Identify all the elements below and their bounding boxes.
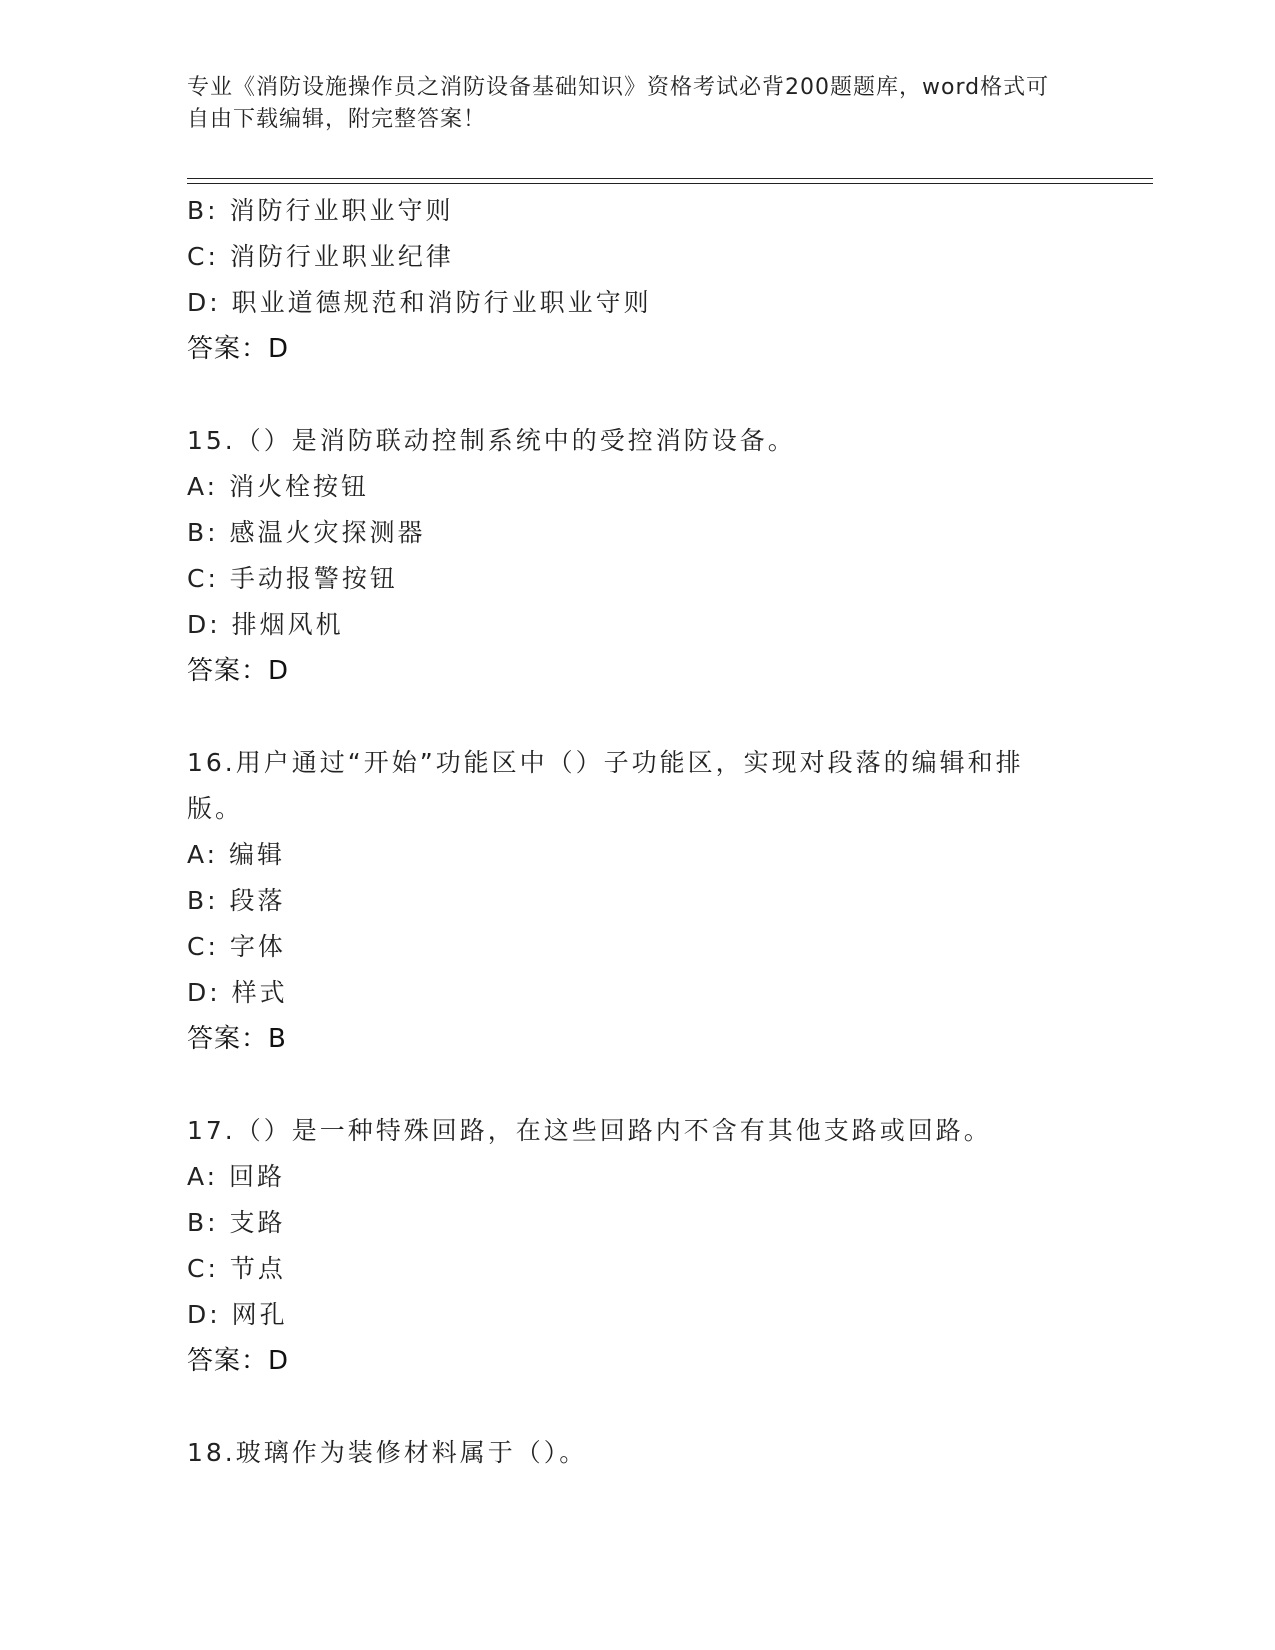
option-d: D: 排烟风机 <box>187 610 344 639</box>
option-c: C: 消防行业职业纪律 <box>187 242 454 271</box>
option-b: B: 段落 <box>187 886 286 915</box>
option-c: C: 手动报警按钮 <box>187 564 398 593</box>
question-18 <box>187 1430 1087 1476</box>
question-list <box>187 188 1087 1476</box>
question-15 <box>187 418 1087 694</box>
question-stem-line-1: 16.用户通过“开始”功能区中（）子功能区，实现对段落的编辑和排 <box>187 748 1024 777</box>
document-header: 专业《消防设施操作员之消防设备基础知识》资格考试必背200题题库，word格式可自由下载编辑，附完整答案！ <box>187 75 1050 132</box>
option-b: B: 支路 <box>187 1208 286 1237</box>
option-a: A: 消火栓按钮 <box>187 472 370 501</box>
spacer <box>187 372 1087 418</box>
option-d: D: 样式 <box>187 978 288 1007</box>
spacer <box>187 1062 1087 1108</box>
option-c: C: 字体 <box>187 932 286 961</box>
prev-question-block <box>187 188 1087 372</box>
spacer <box>187 1384 1087 1430</box>
option-c: C: 节点 <box>187 1254 286 1283</box>
option-a: A: 回路 <box>187 1162 286 1191</box>
question-stem: 18.玻璃作为装修材料属于（）。 <box>187 1438 588 1467</box>
header-rule-top <box>187 178 1153 179</box>
answer-line: 答案：D <box>187 1346 290 1376</box>
answer-line: 答案：D <box>187 656 290 686</box>
question-stem-line-2: 版。 <box>187 794 244 823</box>
option-a: A: 编辑 <box>187 840 286 869</box>
answer-line: 答案：B <box>187 1024 287 1054</box>
question-stem: 17.（）是一种特殊回路，在这些回路内不含有其他支路或回路。 <box>187 1116 992 1145</box>
option-b: B: 感温火灾探测器 <box>187 518 426 547</box>
option-d: D: 职业道德规范和消防行业职业守则 <box>187 288 652 317</box>
option-d: D: 网孔 <box>187 1300 288 1329</box>
spacer <box>187 694 1087 740</box>
question-17 <box>187 1108 1087 1384</box>
header-rule-bottom <box>187 183 1153 184</box>
option-b: B: 消防行业职业守则 <box>187 196 454 225</box>
answer-line: 答案：D <box>187 334 290 364</box>
question-16 <box>187 740 1087 1062</box>
question-stem: 15.（）是消防联动控制系统中的受控消防设备。 <box>187 426 796 455</box>
